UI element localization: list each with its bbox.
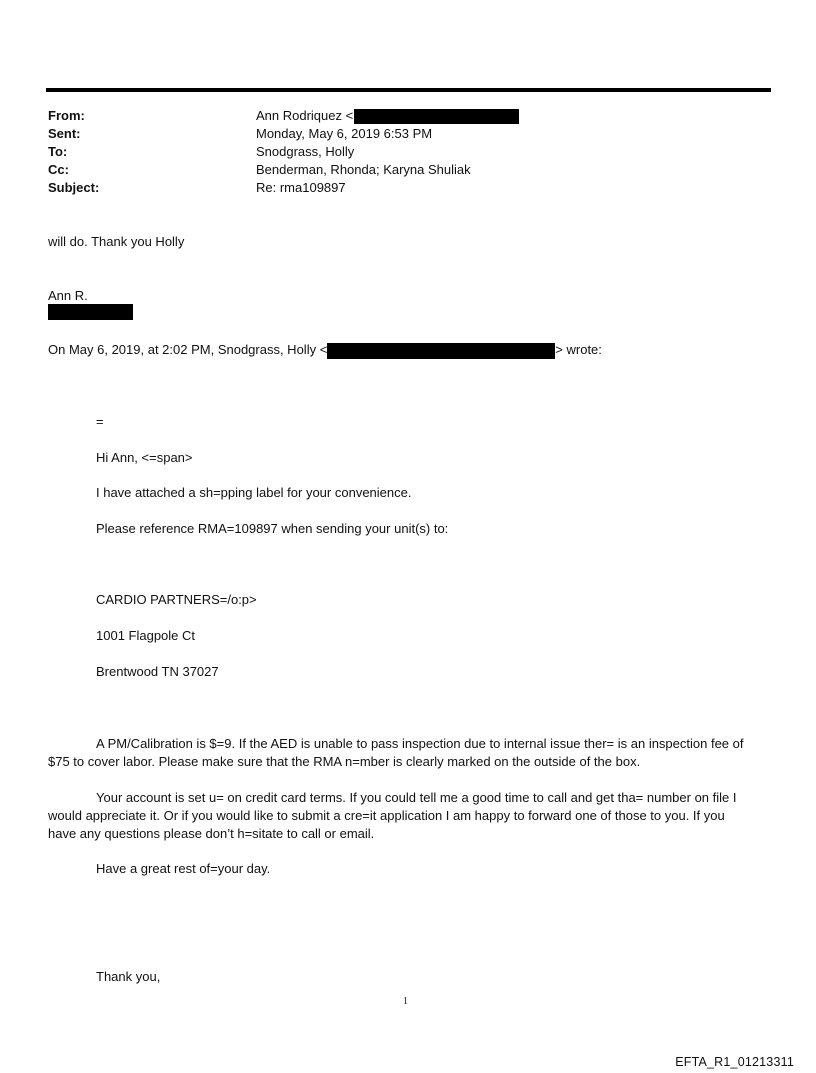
address-street: 1001 Flagpole Ct [96,628,196,643]
bates-number: EFTA_R1_01213311 [675,1055,794,1069]
reply-text: will do. Thank you Holly [48,234,185,249]
quoted-greeting: Hi Ann, <=span> [96,450,193,465]
quote-intro [48,341,602,359]
from-label: From: [48,108,85,123]
cc-label: Cc: [48,162,69,177]
thank-you-line: Thank you, [96,969,161,984]
account-paragraph-line3: have any questions please don’t h=sitate to call or email. [48,826,375,841]
redaction-box [354,109,519,124]
quoted-equals: = [96,414,104,429]
from-name: Ann Rodriquez < [256,108,354,123]
to-value: Snodgrass, Holly [256,144,355,159]
address-company: CARDIO PARTNERS=/o:p> [96,592,257,607]
quoted-reference-line: Please reference RMA=109897 when sending your unit(s) to: [96,521,449,536]
sent-value: Monday, May 6, 2019 6:53 PM [256,126,433,141]
header-divider [46,88,771,92]
pm-paragraph-line1: A PM/Calibration is $=9. If the AED is unable to pass inspection due to internal issue ther= is an inspection fee of [96,736,744,751]
account-paragraph-line1: Your account is set u= on credit card terms. If you could tell me a good time to call and get tha= number on file I [96,790,737,805]
rest-of-day-line: Have a great rest of=your day. [96,861,271,876]
account-paragraph-line2: would appreciate it. Or if you would like to submit a cre=it application I am happy to forward one of those to you. If you [48,808,725,823]
redaction-box [48,304,133,320]
address-city: Brentwood TN 37027 [96,664,219,679]
quote-intro-suffix: > wrote: [555,342,602,357]
page-number: 1 [403,996,408,1007]
from-value [256,107,519,125]
signature-name: Ann R. [48,288,88,303]
redaction-box [327,343,555,359]
quoted-label-line: I have attached a sh=pping label for your convenience. [96,485,412,500]
quote-intro-prefix: On May 6, 2019, at 2:02 PM, Snodgrass, Holly < [48,342,328,357]
sent-label: Sent: [48,126,81,141]
cc-value: Benderman, Rhonda; Karyna Shuliak [256,162,471,177]
to-label: To: [48,144,68,159]
subject-value: Re: rma109897 [256,180,346,195]
pm-paragraph-line2: $75 to cover labor. Please make sure that the RMA n=mber is clearly marked on the outside of the box. [48,754,641,769]
subject-label: Subject: [48,180,100,195]
